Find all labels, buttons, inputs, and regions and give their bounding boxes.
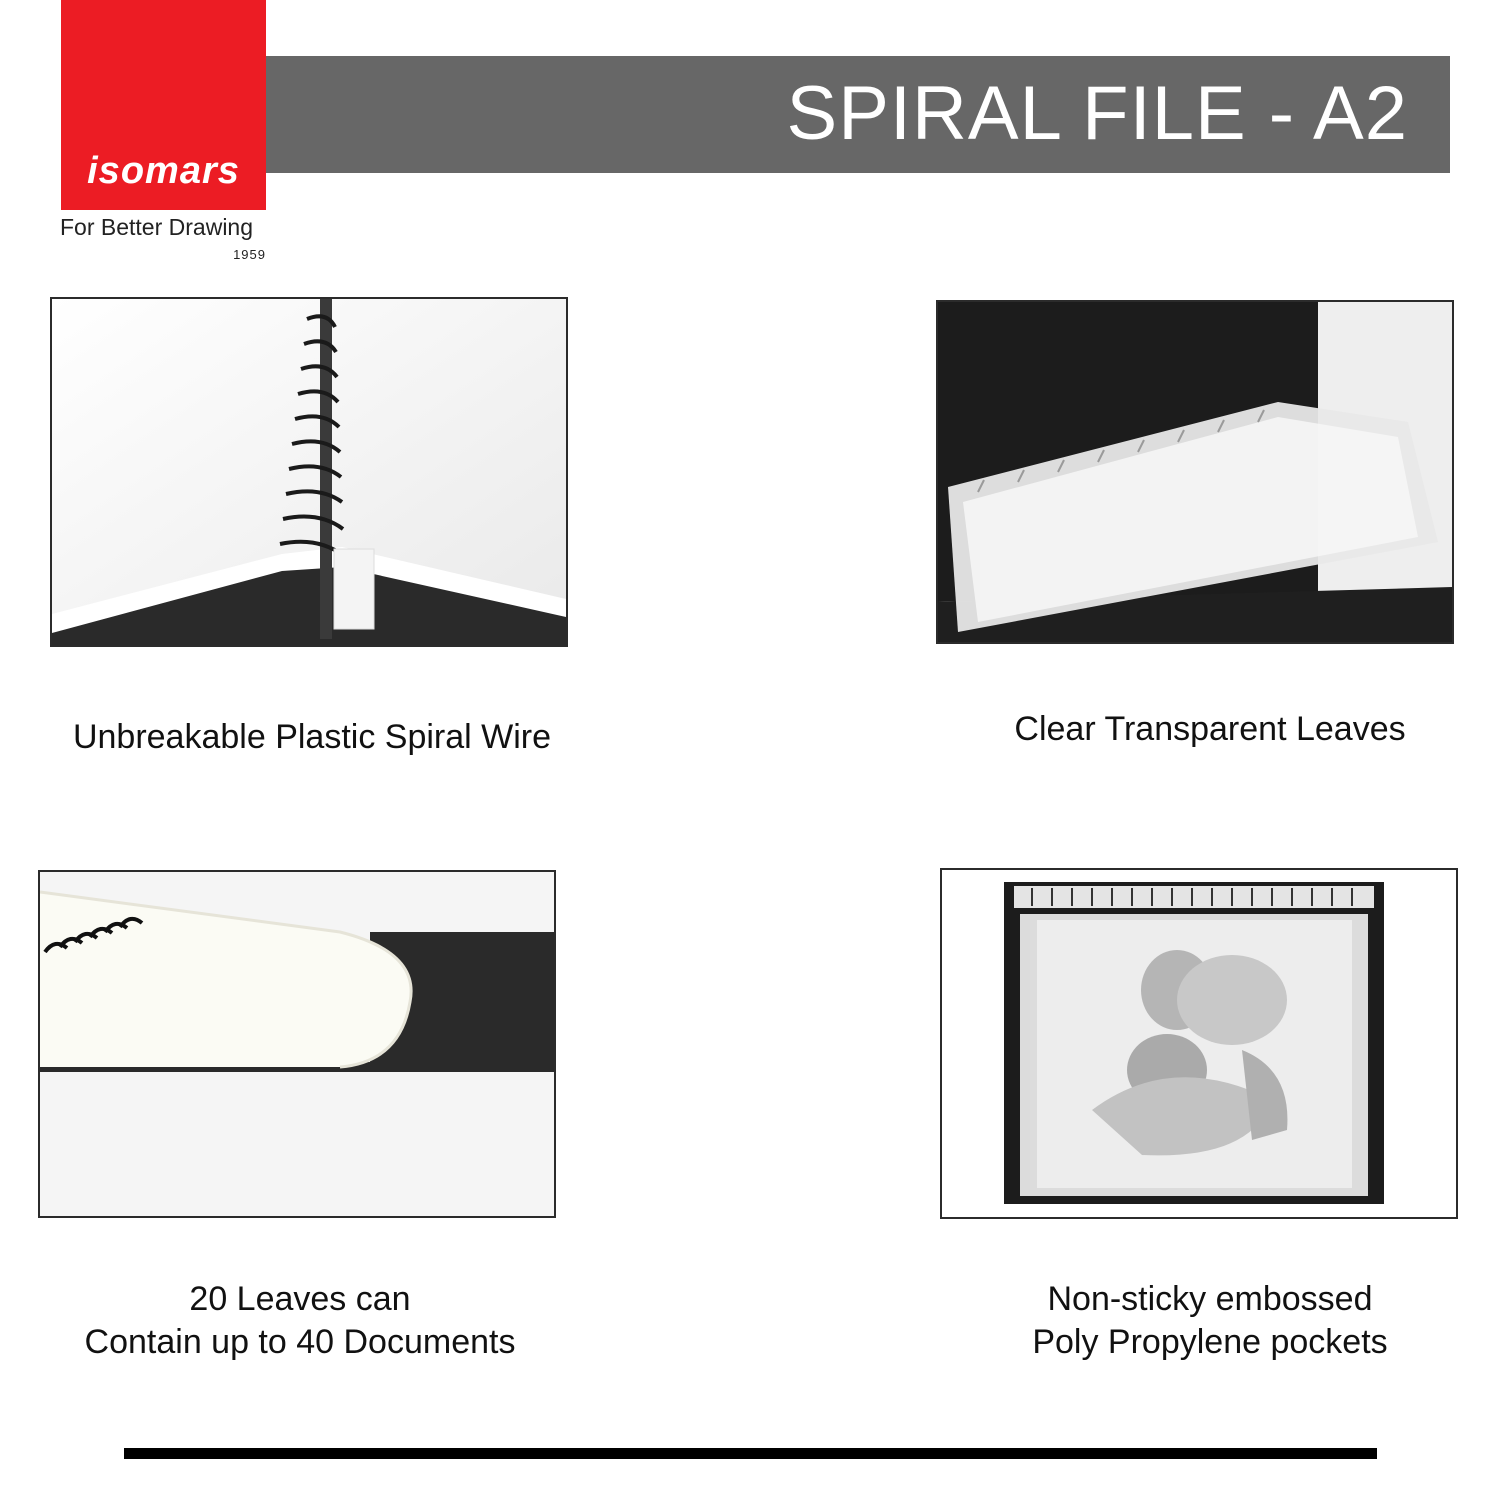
feature-caption-1-line-1: Unbreakable Plastic Spiral Wire (72, 718, 552, 756)
feature-caption-4-line-2: Poly Propylene pockets (1032, 1323, 1388, 1361)
feature-caption-3 (0, 1278, 600, 1364)
transparent-leaves-photo (936, 300, 1454, 644)
brand-year: 1959 (233, 247, 266, 262)
feature-caption-4 (910, 1278, 1500, 1364)
bottom-divider (124, 1448, 1377, 1459)
brand-tagline: For Better Drawing (60, 214, 254, 240)
feature-caption-3-line-1: 20 Leaves can (189, 1280, 411, 1318)
feature-caption-2 (920, 708, 1500, 751)
title-banner (266, 56, 1450, 173)
leaves-stack-photo (38, 870, 556, 1218)
feature-caption-3-line-2: Contain up to 40 Documents (84, 1323, 516, 1361)
brand-logo (61, 0, 266, 210)
brand-logo-wordmark: isomars (87, 150, 240, 192)
page-title: SPIRAL FILE - A2 (786, 71, 1408, 156)
spiral-wire-photo (50, 297, 568, 647)
feature-caption-4-line-1: Non-sticky embossed (1047, 1280, 1373, 1318)
feature-caption-2-line-1: Clear Transparent Leaves (1014, 710, 1406, 748)
feature-caption-1 (20, 716, 604, 759)
pocket-drawing-photo (940, 868, 1458, 1219)
